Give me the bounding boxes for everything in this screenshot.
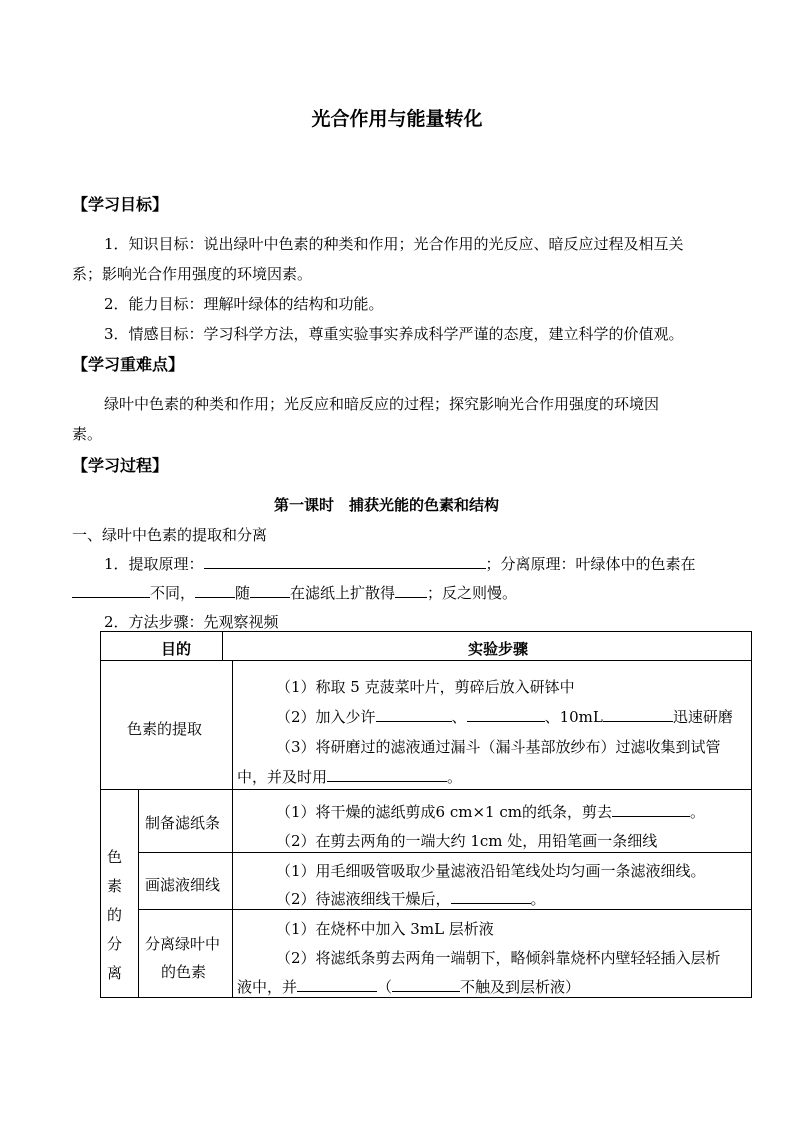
blank-solubility[interactable] — [72, 583, 150, 598]
blank-corners[interactable] — [612, 802, 690, 817]
blank-line-position[interactable] — [392, 977, 460, 992]
blank-medium[interactable] — [250, 583, 290, 598]
extract-step-2-text-a: （2）加入少许 — [276, 708, 376, 726]
q1-suffix: ；分离原理：叶绿体中的色素在 — [485, 555, 696, 573]
header-steps: 实验步骤 — [468, 640, 529, 658]
strip-step-2: （2）在剪去两角的一端大约 1cm 处，用铅笔画一条细线 — [276, 832, 658, 850]
extract-step-1: （1）称取 5 克菠菜叶片，剪碎后放入研钵中 — [276, 678, 575, 696]
separate-step-2-text-b: 液中，并 — [237, 978, 298, 996]
objective-2: 2．能力目标：理解叶绿体的结构和功能。 — [104, 295, 384, 313]
line-label: 画滤液细线 — [145, 876, 221, 894]
lesson-title: 第一课时 捕获光能的色素和结构 — [274, 496, 500, 514]
extract-step-3-a: （3）将研磨过的滤液通过漏斗（漏斗基部放纱布）过滤收集到试管 — [276, 738, 721, 756]
separation-label-5: 离 — [107, 964, 123, 982]
separation-label-3: 的 — [107, 906, 123, 924]
blank-silica[interactable] — [376, 707, 452, 722]
objective-1-line-a: 1．知识目标：说出绿叶中色素的种类和作用；光合作用的光反应、暗反应过程及相互关 — [104, 235, 684, 253]
header-purpose: 目的 — [161, 640, 192, 658]
blank-cover[interactable] — [297, 977, 377, 992]
line-step-2-text: （2）待滤液细线干燥后， — [276, 890, 451, 908]
keypoints-line-a: 绿叶中色素的种类和作用；光反应和暗反应的过程；探究影响光合作用强度的环境因 — [104, 395, 660, 413]
line-step-1: （1）用毛细吸管吸取少量滤液沿铅笔线处均匀画一条滤液细线。 — [276, 862, 706, 880]
separate-step-1: （1）在烧杯中加入 3mL 层析液 — [276, 920, 494, 938]
q1-text-1: 不同， — [150, 584, 196, 602]
q1-text-4: ；反之则慢。 — [427, 584, 518, 602]
keypoints-line-b: 素。 — [72, 425, 103, 443]
q1-text-3: 在滤纸上扩散得 — [290, 584, 396, 602]
separate-step-2-text-d: 不触及到层析液） — [460, 978, 581, 996]
question-1-line-b — [72, 582, 517, 603]
blank-fast[interactable] — [395, 583, 427, 598]
separation-label-1: 色 — [107, 848, 123, 866]
part1-heading: 一、绿叶中色素的提取和分离 — [72, 526, 268, 544]
blank-caco3[interactable] — [467, 707, 545, 722]
q1-text-2: 随 — [235, 584, 251, 602]
separation-label-4: 分 — [107, 935, 123, 953]
page-title: 光合作用与能量转化 — [311, 108, 483, 130]
objective-1-line-b: 系；影响光合作用强度的环境因素。 — [72, 265, 313, 283]
blank-high[interactable] — [195, 583, 235, 598]
strip-label: 制备滤纸条 — [145, 814, 221, 832]
blank-ethanol[interactable] — [603, 707, 673, 722]
separate-label-a: 分离绿叶中 — [145, 935, 221, 953]
separate-label-b: 的色素 — [161, 963, 207, 981]
line-step-2-end: 。 — [530, 890, 546, 908]
separate-step-2-a: （2）将滤纸条剪去两角一端朝下，略倾斜靠烧杯内壁轻轻插入层析 — [276, 949, 721, 967]
strip-step-1-end: 。 — [690, 803, 706, 821]
line-step-2 — [276, 888, 546, 909]
q1-prefix: 1．提取原理： — [104, 555, 204, 573]
extract-step-3-b — [237, 766, 462, 787]
objectives-heading: 【学习目标】 — [72, 195, 169, 214]
extract-step-3-text: 中，并及时用 — [237, 768, 328, 786]
blank-redraw[interactable] — [451, 889, 531, 904]
separate-step-2-paren: （ — [377, 978, 393, 996]
extract-step-3-end: 。 — [447, 768, 463, 786]
process-heading: 【学习过程】 — [72, 456, 169, 475]
blank-stopper[interactable] — [327, 767, 447, 782]
extract-step-2-text-b: 、10mL — [544, 708, 603, 726]
separation-label-2: 素 — [107, 877, 123, 895]
question-1-line-a — [104, 553, 696, 574]
strip-step-1 — [276, 801, 705, 822]
objective-3: 3．情感目标：学习科学方法，尊重实验事实养成科学严谨的态度，建立科学的价值观。 — [104, 325, 684, 343]
extract-step-2-text-c: 迅速研磨 — [672, 708, 733, 726]
separate-step-2-b — [237, 976, 580, 997]
extract-step-2-sep: 、 — [451, 708, 467, 726]
keypoints-heading: 【学习重难点】 — [72, 355, 185, 374]
blank-extraction-principle[interactable] — [204, 554, 486, 569]
extract-step-2 — [276, 706, 733, 727]
question-2: 2．方法步骤：先观察视频 — [104, 613, 279, 631]
extract-label: 色素的提取 — [127, 720, 203, 738]
strip-step-1-text: （1）将干燥的滤纸剪成6 cm×1 cm的纸条，剪去 — [276, 803, 612, 821]
